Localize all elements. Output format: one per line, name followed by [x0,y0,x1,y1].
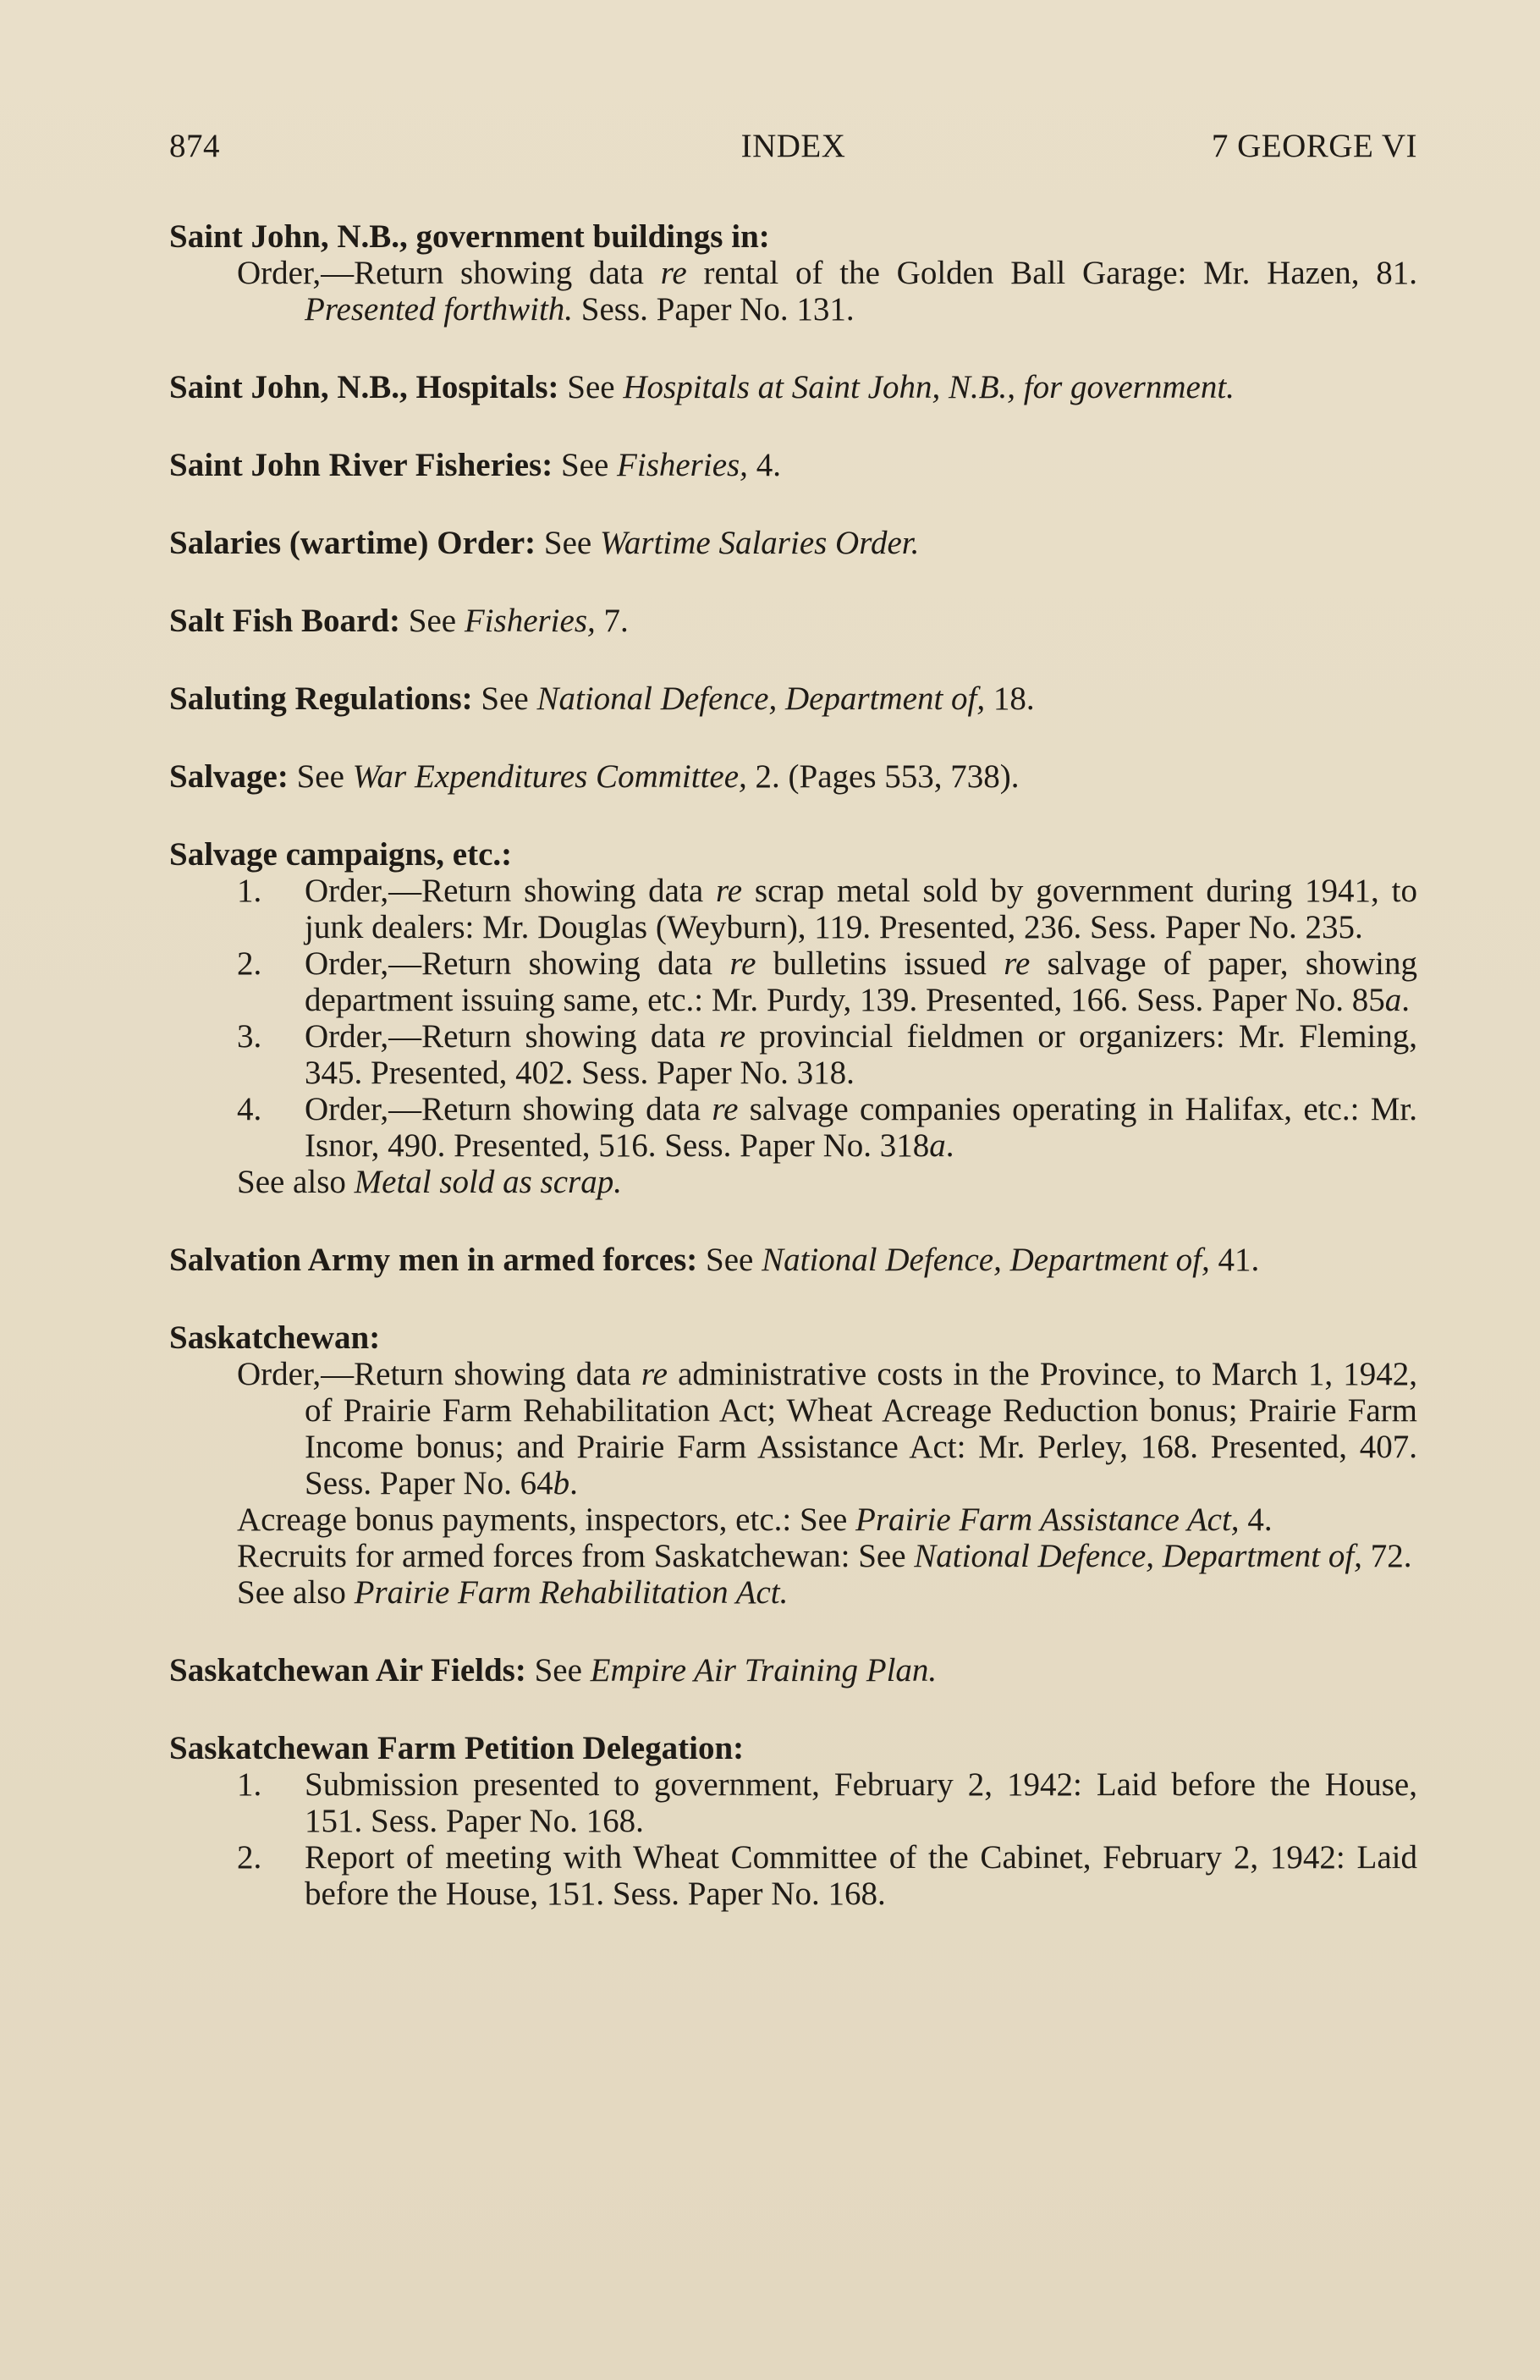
entry-heading: Saint John River Fisheries: [169,447,553,483]
entry-heading: Saskatchewan Farm Petition Delegation: [169,1730,745,1766]
index-entry [169,680,1417,717]
cross-reference: Metal sold as scrap. [354,1164,622,1200]
entry-subentry: Order,—Return showing data re rental of the Golden Ball Garage: Mr. Hazen, 81. Presented forthwith. Sess. Paper No. 131. [237,255,1417,328]
index-entry [169,369,1417,405]
numbered-item: 4. Order,—Return showing data re salvage companies operating in Halifax, etc.: Mr. Isnor, 490. Presented, 516. Sess. Paper No. 318a. [237,1091,1417,1164]
entry-heading-line [169,218,1417,255]
entry-heading-line: Salvation Army men in armed forces: See National Defence, Department of, 41. [169,1242,1260,1278]
entry-heading-line: Salaries (wartime) Order: See Wartime Salaries Order. [169,525,920,561]
entry-heading-line: Salt Fish Board: See Fisheries, 7. [169,603,629,639]
page-header [169,127,1417,169]
cross-reference: National Defence, Department of, [762,1242,1210,1278]
entry-heading: Salaries (wartime) Order: [169,525,536,561]
cross-reference: Wartime Salaries Order. [599,525,920,561]
page-number: 874 [169,128,220,164]
entry-heading-line: Saint John River Fisheries: See Fisheries, 4. [169,447,781,483]
index-entry [169,525,1417,561]
entry-subentry: Recruits for armed forces from Saskatchewan: See National Defence, Department of, 72. [237,1538,1412,1574]
index-entry [169,603,1417,639]
entry-heading: Salt Fish Board: [169,603,401,639]
entry-heading-line: Saint John, N.B., Hospitals: See Hospitals at Saint John, N.B., for government. [169,369,1235,405]
entry-heading-line: Saskatchewan Air Fields: See Empire Air Training Plan. [169,1652,938,1689]
index-entry [169,447,1417,483]
index-content [169,218,1417,1953]
entry-heading-line [169,1319,1417,1356]
regnal-year: 7 GEORGE VI [1211,128,1417,164]
numbered-item: 2. Report of meeting with Wheat Committee of the Cabinet, February 2, 1942: Laid before the House, 151. Sess. Paper No. 168. [237,1839,1417,1912]
entry-heading: Saint John, N.B., government buildings in: [169,218,770,255]
index-entry [169,218,1417,328]
entry-heading-line [169,1730,1417,1766]
entry-heading-line [169,836,1417,873]
entry-heading: Saint John, N.B., Hospitals: [169,369,559,405]
cross-reference: Fisheries, [464,603,596,639]
index-entry [169,836,1417,1200]
numbered-item: 1. Submission presented to government, February 2, 1942: Laid before the House, 151. Sess. Paper No. 168. [237,1766,1417,1839]
cross-reference: Prairie Farm Rehabilitation Act. [354,1574,789,1611]
entry-heading-line: Salvage: See War Expenditures Committee, 2. (Pages 553, 738). [169,758,1020,795]
entry-heading: Salvage: [169,758,289,795]
see-also: See also Metal sold as scrap. [237,1164,622,1200]
cross-reference: Hospitals at Saint John, N.B., for government. [623,369,1235,405]
index-entry [169,1242,1417,1278]
entry-heading: Salvation Army men in armed forces: [169,1242,698,1278]
index-entry [169,1652,1417,1689]
see-also: See also Prairie Farm Rehabilitation Act. [237,1574,789,1611]
entry-heading: Salvage campaigns, etc.: [169,836,513,873]
entry-heading-line: Saluting Regulations: See National Defence, Department of, 18. [169,680,1035,717]
entry-subentry: Order,—Return showing data re administrative costs in the Province, to March 1, 1942, of Prairie Farm Rehabilitation Act; Wheat Acreage Reduction bonus; Prairie Farm Income bonus; and Prairie Farm Assistance Act: Mr. Perley, 168. Presented, 407. Sess. Paper No. 64b. [237,1356,1417,1501]
entry-heading: Saskatchewan: [169,1319,381,1356]
index-entry [169,1319,1417,1611]
numbered-item: 3. Order,—Return showing data re provincial fieldmen or organizers: Mr. Fleming, 345. Presented, 402. Sess. Paper No. 318. [237,1018,1417,1091]
cross-reference: Fisheries, [617,447,748,483]
index-entry [169,758,1417,795]
index-entry [169,1730,1417,1912]
cross-reference: National Defence, Department of, [536,680,986,717]
cross-reference: War Expenditures Committee, [352,758,747,795]
numbered-item: 2. Order,—Return showing data re bulletins issued re salvage of paper, showing department issuing same, etc.: Mr. Purdy, 139. Presented, 166. Sess. Paper No. 85a. [237,945,1417,1018]
entry-heading: Saskatchewan Air Fields: [169,1652,526,1689]
running-title: INDEX [740,128,846,164]
cross-reference: Empire Air Training Plan. [590,1652,938,1689]
numbered-item: 1. Order,—Return showing data re scrap metal sold by government during 1941, to junk dealers: Mr. Douglas (Weyburn), 119. Presented, 236. Sess. Paper No. 235. [237,873,1417,945]
entry-subentry: Acreage bonus payments, inspectors, etc.: See Prairie Farm Assistance Act, 4. [237,1501,1273,1538]
entry-heading: Saluting Regulations: [169,680,473,717]
